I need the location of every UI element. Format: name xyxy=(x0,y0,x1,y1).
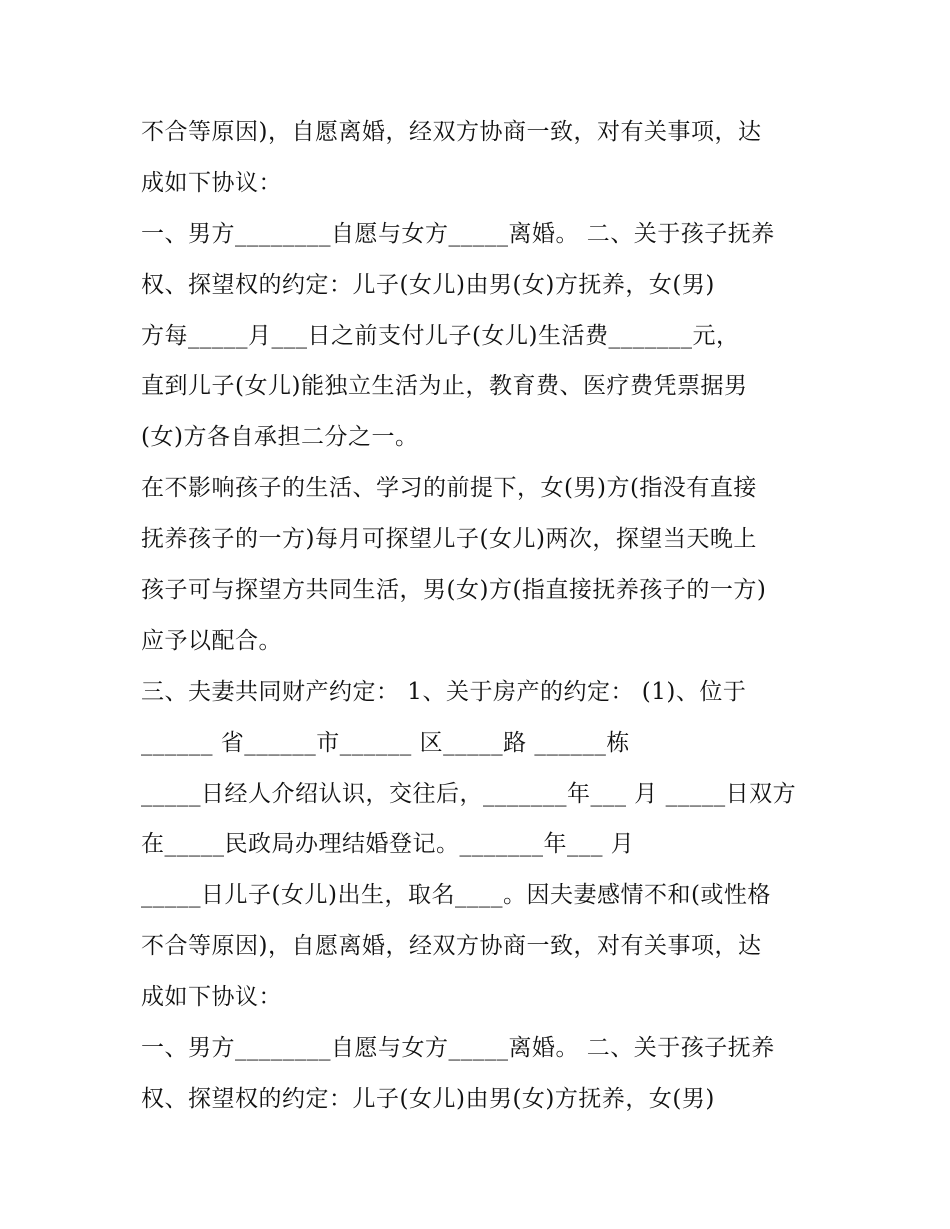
text-line: 权、探望权的约定：儿子(女儿)由男(女)方抚养，女(男) xyxy=(141,271,715,298)
text-line: 方每_____月___日之前支付儿子(女儿)生活费_______元， xyxy=(141,322,740,349)
text-line: 一、男方________自愿与女方_____离婚。 二、关于孩子抚养 xyxy=(141,1035,775,1062)
text-line: 一、男方________自愿与女方_____离婚。 二、关于孩子抚养 xyxy=(141,220,775,247)
text-line: _____日儿子(女儿)出生，取名____。因夫妻感情不和(或性格 xyxy=(141,882,771,909)
text-line: 成如下协议： xyxy=(141,984,282,1011)
text-line: 孩子可与探望方共同生活，男(女)方(指直接抚养孩子的一方) xyxy=(141,577,767,604)
text-line: 在不影响孩子的生活、学习的前提下，女(男)方(指没有直接 xyxy=(141,475,757,502)
text-line: ______ 省______市______ 区_____路 ______栋 xyxy=(141,729,630,756)
text-line: 三、夫妻共同财产约定： 1、关于房产的约定： (1)、位于 xyxy=(141,678,747,705)
text-line: 在_____民政局办理结婚登记。_______年___ 月 xyxy=(141,831,635,858)
text-line: 直到儿子(女儿)能独立生活为止，教育费、医疗费凭票据男 xyxy=(141,373,748,400)
text-line: 不合等原因)，自愿离婚，经双方协商一致，对有关事项，达 xyxy=(141,933,762,960)
text-line: (女)方各自承担二分之一。 xyxy=(141,424,419,451)
text-line: 应予以配合。 xyxy=(141,627,282,654)
text-line: 抚养孩子的一方)每月可探望儿子(女儿)两次，探望当天晚上 xyxy=(141,526,757,553)
document-body xyxy=(141,107,821,1125)
text-line: 成如下协议： xyxy=(141,169,282,196)
text-line: _____日经人介绍认识，交往后，_______年___ 月 _____日双方 xyxy=(141,780,797,807)
text-line: 权、探望权的约定：儿子(女儿)由男(女)方抚养，女(男) xyxy=(141,1085,715,1112)
text-line: 不合等原因)，自愿离婚，经双方协商一致，对有关事项，达 xyxy=(141,119,762,145)
